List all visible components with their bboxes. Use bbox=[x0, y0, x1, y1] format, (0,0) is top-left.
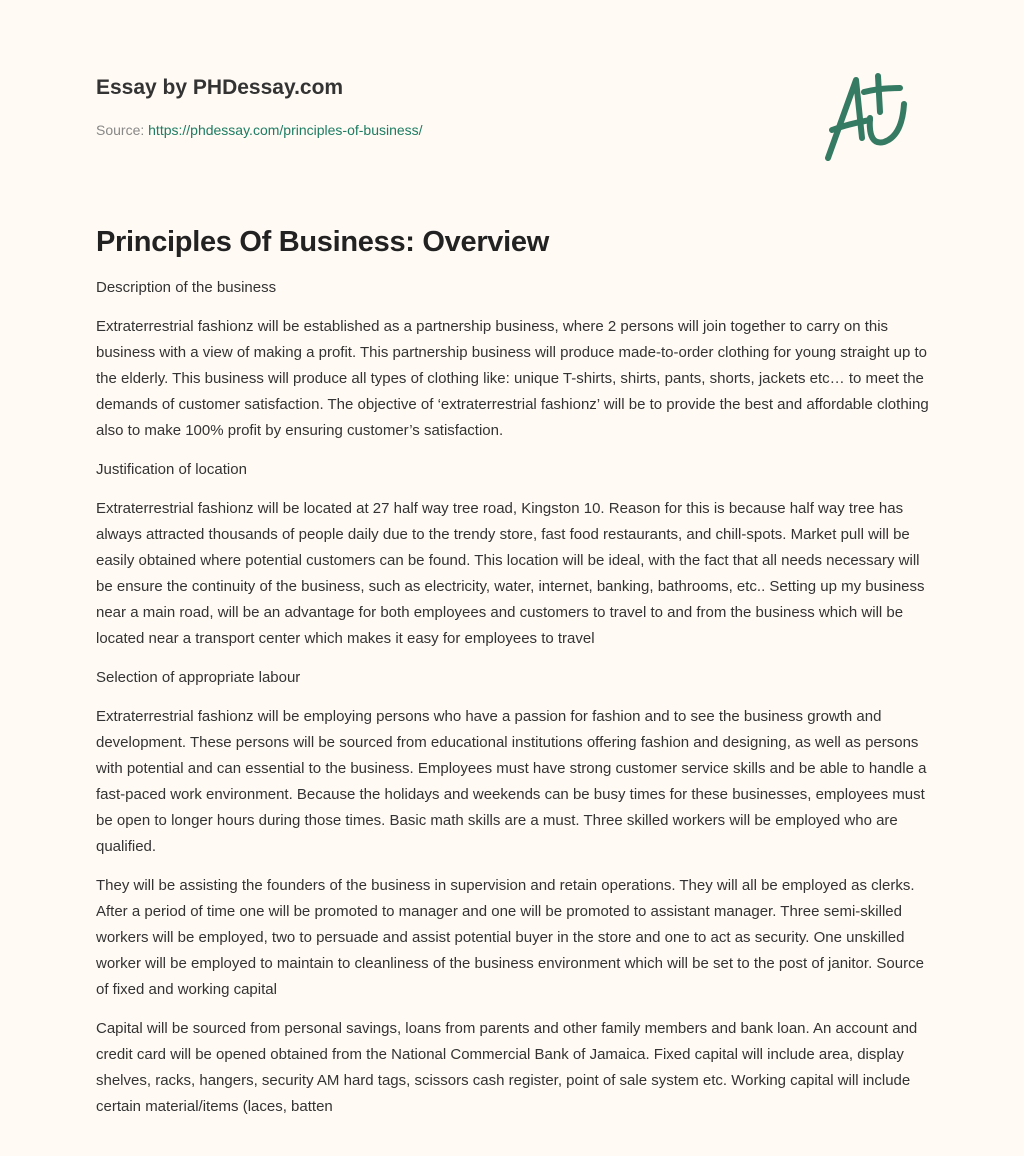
article-title: Principles Of Business: Overview bbox=[96, 226, 549, 258]
a-plus-logo-icon bbox=[818, 68, 930, 164]
paragraph: Extraterrestrial fashionz will be located at 27 half way tree road, Kingston 10. Reason for this is because half way tree has always attracted thousands of people daily due to the trendy store, fast food restaurants, and chill-spots. Market pull will be easily obtained where potential customers can be found. This location will be ideal, with the fact that all needs necessary will be ensure the continuity of the business, such as electricity, water, internet, banking, bathrooms, etc.. Setting up my business near a main road, will be an advantage for both employees and customers to travel to and from the business which will be located near a transport center which makes it easy for employees to travel bbox=[96, 500, 925, 647]
paragraph: Extraterrestrial fashionz will be established as a partnership business, where 2 persons will join together to carry on this business with a view of making a profit. This partnership business will produce made-to-order clothing for young straight up to the elderly. This business will produce all types of clothing like: unique T-shirts, shirts, pants, shorts, jackets etc… to meet the demands of customer satisfaction. The objective of ‘extraterrestrial fashionz’ will be to provide the best and affordable clothing also to make 100% profit by ensuring customer’s satisfaction. bbox=[96, 318, 929, 439]
brand-title: Essay by PHDessay.com bbox=[96, 76, 344, 99]
page-header bbox=[96, 76, 423, 138]
section-heading-description: Description of the business bbox=[96, 279, 277, 296]
paragraph: Capital will be sourced from personal savings, loans from parents and other family members and bank loan. An account and credit card will be opened obtained from the National Commercial Bank of Jamaica. Fixed capital will include area, display shelves, racks, hangers, security AM hard tags, scissors cash register, point of sale system etc. Working capital will include certain material/items (laces, batten bbox=[96, 1020, 918, 1115]
paragraph: They will be assisting the founders of the business in supervision and retain operations. They will all be employed as clerks. After a period of time one will be promoted to manager and one will be promoted to assistant manager. Three semi-skilled workers will be employed, two to persuade and assist potential buyer in the store and one to act as security. One unskilled worker will be employed to maintain to cleanliness of the business environment which will be set to the post of janitor. Source of fixed and working capital bbox=[96, 877, 924, 998]
article bbox=[96, 226, 934, 1133]
section-heading-labour: Selection of appropriate labour bbox=[96, 669, 301, 686]
source-line bbox=[96, 122, 423, 138]
source-link[interactable]: https://phdessay.com/principles-of-business/ bbox=[148, 122, 423, 138]
source-label: Source: bbox=[96, 122, 149, 138]
paragraph: Extraterrestrial fashionz will be employing persons who have a passion for fashion and to see the business growth and development. These persons will be sourced from educational institutions offering fashion and designing, as well as persons with potential and can essential to the business. Employees must have strong customer service skills and be able to handle a fast-paced work environment. Because the holidays and weekends can be busy times for these businesses, employees must be open to longer hours during those times. Basic math skills are a must. Three skilled workers will be employed who are qualified. bbox=[96, 708, 927, 855]
section-heading-location: Justification of location bbox=[96, 461, 247, 478]
